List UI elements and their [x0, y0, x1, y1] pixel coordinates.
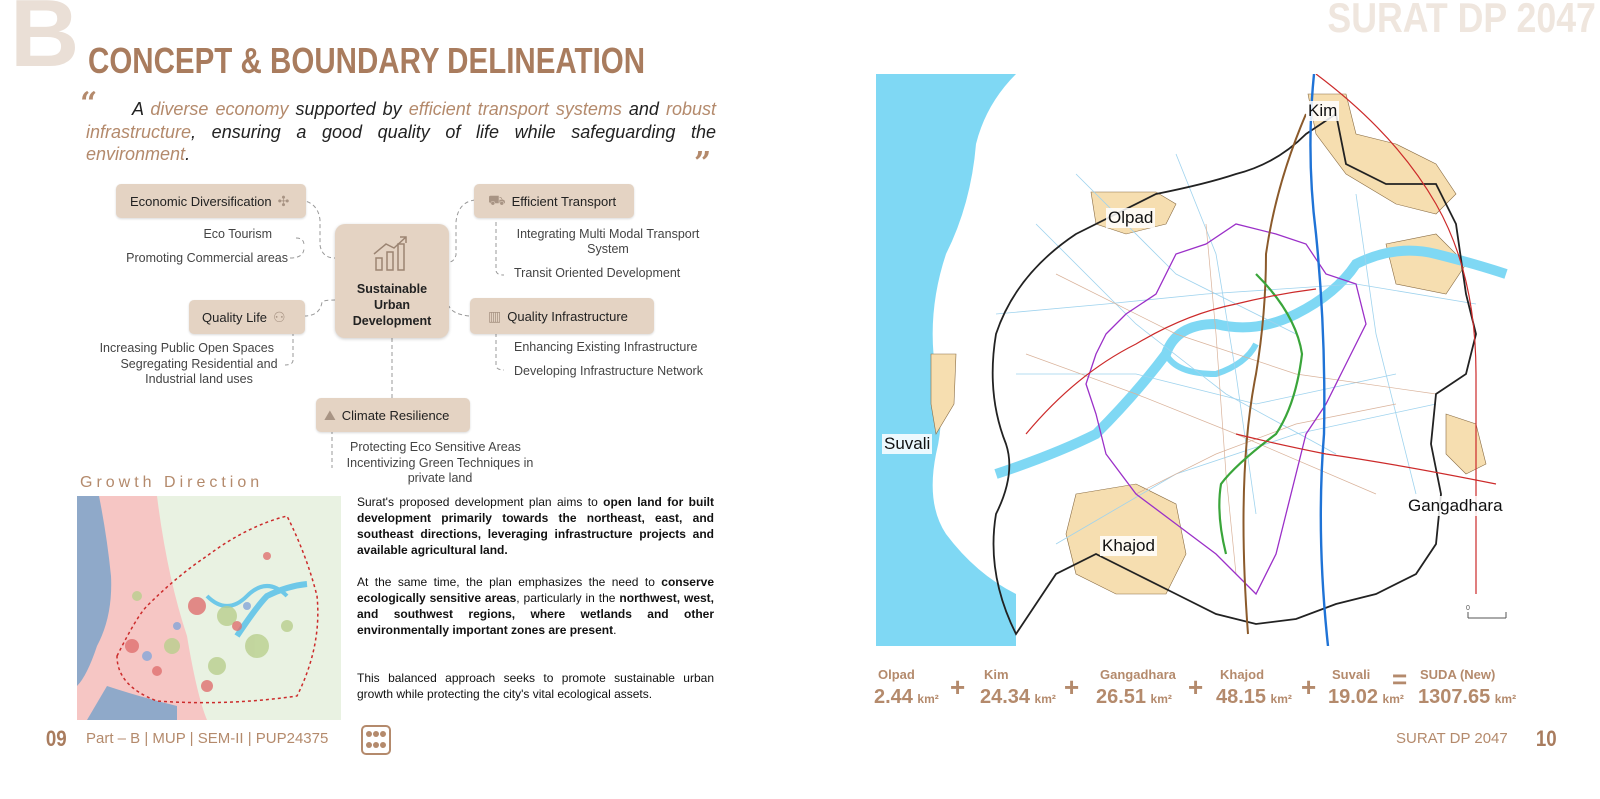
- equals-sign: =: [1392, 664, 1408, 694]
- page-title: CONCEPT & BOUNDARY DELINEATION: [88, 40, 646, 81]
- section-letter: B: [10, 0, 80, 87]
- map-label-kim: Kim: [1308, 101, 1338, 120]
- suda-area-label: SUDA (New): [1420, 667, 1496, 682]
- economic-label: Economic Diversification: [130, 193, 272, 209]
- buildings-icon: ▥: [488, 307, 502, 324]
- center-label: Sustainable Urban Development: [352, 282, 432, 328]
- network-icon: ✣: [277, 192, 290, 209]
- olpad-area-value: 2.44 km²: [874, 686, 939, 708]
- climate-label: Climate Resilience: [341, 407, 450, 423]
- quality-infrastructure-pill: [470, 298, 654, 334]
- plus-sign-2: +: [1064, 672, 1080, 702]
- khajod-area-value: 48.15 km²: [1216, 686, 1292, 708]
- efficient-transport-pill: [474, 184, 634, 218]
- map-label-suvali: Suvali: [884, 434, 931, 453]
- dots-logo-icon: [361, 725, 391, 755]
- suda-boundary-map: [876, 74, 1524, 646]
- mountain-icon: ⛰: [324, 406, 336, 423]
- page-number-left: 09: [45, 726, 67, 751]
- climate-resilience-pill: [316, 398, 470, 432]
- people-icon: ⚇: [273, 308, 286, 325]
- growth-direction-title: Growth Direction: [80, 474, 264, 491]
- developing-infrastructure: Developing Infrastructure Network: [514, 364, 703, 378]
- infrastructure-label: Quality Infrastructure: [507, 308, 628, 324]
- transit-oriented-development: Transit Oriented Development: [514, 266, 681, 280]
- header-right-title: SURAT DP 2047: [1327, 0, 1596, 41]
- eco-tourism: Eco Tourism: [203, 227, 272, 241]
- eco-sensitive-areas: Protecting Eco Sensitive Areas: [350, 440, 521, 454]
- growth-direction-map: [77, 496, 341, 720]
- map-label-olpad: Olpad: [1108, 208, 1154, 227]
- growth-paragraph-1: Surat's proposed development plan aims to open land for built development primarily towards the northeast, east, and southeast directions, leveraging infrastructure projects and available agricultural land.: [357, 495, 715, 557]
- green-techniques: Incentivizing Green Techniques in private land: [346, 456, 534, 485]
- economic-diversification-pill: [116, 184, 306, 218]
- gangadhara-area-label: Gangadhara: [1100, 667, 1176, 682]
- close-quote-mark: ”: [694, 146, 712, 181]
- plus-sign-4: +: [1301, 672, 1317, 702]
- quality-life-pill: [189, 300, 305, 334]
- segregating-land-uses: Segregating Residential and Industrial land uses: [120, 357, 278, 386]
- growth-paragraph-2: At the same time, the plan emphasizes the need to conserve ecologically sensitive areas, particularly in the northwest, west, and southwest regions, where wetlands and other environmentally important zones are present.: [357, 575, 715, 637]
- scale-zero: 0: [1466, 605, 1470, 612]
- olpad-area-label: Olpad: [878, 667, 915, 682]
- footer-course-info: Part – B | MUP | SEM-II | PUP24375: [86, 730, 329, 747]
- promoting-commercial: Promoting Commercial areas: [126, 251, 288, 265]
- open-quote-mark: “: [80, 86, 98, 121]
- six-dots-icon: [363, 727, 389, 753]
- multi-modal-transport: Integrating Multi Modal Transport System: [516, 227, 700, 256]
- gangadhara-area-value: 26.51 km²: [1096, 686, 1172, 708]
- suda-area-value: 1307.65 km²: [1418, 686, 1517, 708]
- kim-area-label: Kim: [984, 667, 1009, 682]
- sustainable-urban-development-box: [335, 224, 449, 338]
- suvali-area-value: 19.02 km²: [1328, 686, 1404, 708]
- footer-right-title: SURAT DP 2047: [1396, 730, 1508, 747]
- growth-paragraph-3: This balanced approach seeks to promote sustainable urban growth while protecting the city's vital ecological assets.: [357, 671, 714, 701]
- suvali-area-label: Suvali: [1332, 667, 1371, 682]
- quality-life-label: Quality Life: [202, 309, 268, 325]
- khajod-area-label: Khajod: [1220, 667, 1265, 682]
- enhancing-infrastructure: Enhancing Existing Infrastructure: [514, 340, 698, 354]
- map-label-khajod: Khajod: [1102, 536, 1155, 555]
- page-number-right: 10: [1535, 726, 1557, 751]
- public-open-spaces: Increasing Public Open Spaces: [99, 341, 274, 355]
- vision-quote: A diverse economy supported by efficient transport systems and robust infrastructure, ensuring a good quality of life while safeguarding the environment.: [86, 99, 717, 164]
- map-label-gangadhara: Gangadhara: [1408, 496, 1503, 515]
- transport-icon: ⛟: [488, 191, 506, 208]
- kim-area-value: 24.34 km²: [980, 686, 1056, 708]
- plus-sign-1: +: [950, 672, 966, 702]
- growth-chart-icon: [370, 234, 414, 274]
- transport-label: Efficient Transport: [511, 193, 617, 209]
- plus-sign-3: +: [1188, 672, 1204, 702]
